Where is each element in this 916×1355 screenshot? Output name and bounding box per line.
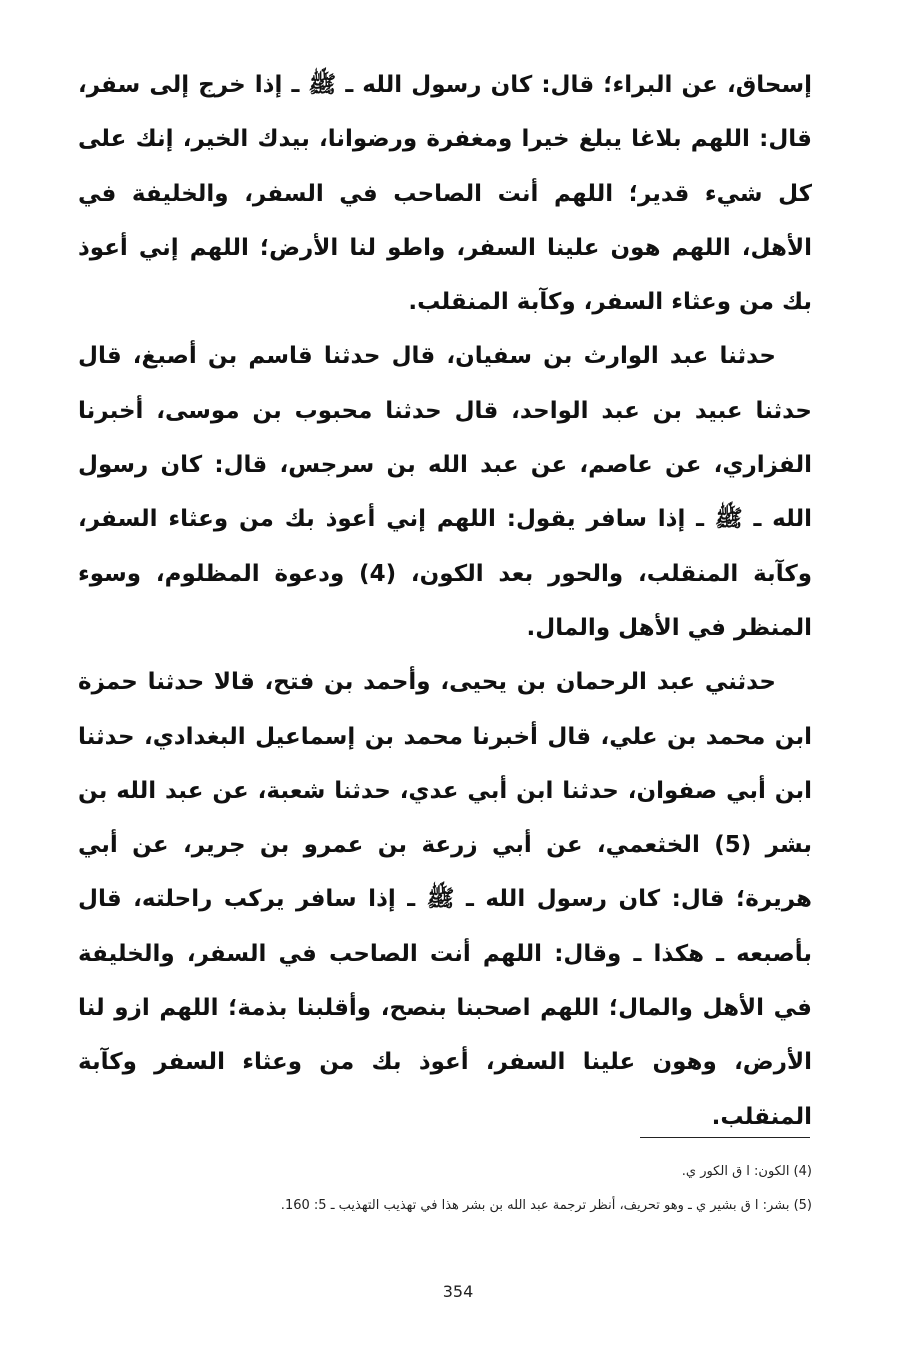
paragraph-2: حدثنا عبد الوارث بن سفيان، قال حدثنا قاسم بن أصبغ، قال حدثنا عبيد بن عبد الواحد، قال حدثنا محبوب بن موسى، أخبرنا الفزاري، عن عاصم، عن عبد الله بن سرجس، قال: كان رسول الله ـ ﷺ ـ إذا سافر يقول: اللهم إني أعوذ بك من وعثاء السفر، وكآبة المنقلب، والحور بعد الكون، (4) ودعوة المظلوم، وسوء المنظر في الأهل والمال. — [78, 343, 813, 641]
page-number: 354 — [442, 1282, 474, 1301]
footnote-4: (4) الكون: ا ق الكور ي. — [681, 1164, 812, 1179]
footnotes — [78, 1155, 812, 1223]
footnote-divider — [640, 1137, 810, 1138]
footnote-5: (5) بشر: ا ق بشير ي ـ وهو تحريف، أنظر ترجمة عبد الله بن بشر هذا في تهذيب التهذيب ـ 5: 160. — [280, 1198, 812, 1213]
main-text — [78, 58, 812, 1144]
paragraph-3: حدثني عبد الرحمان بن يحيى، وأحمد بن فتح، قالا حدثنا حمزة ابن محمد بن علي، قال أخبرنا محمد بن إسماعيل البغدادي، حدثنا ابن أبي صفوان، حدثنا ابن أبي عدي، حدثنا شعبة، عن عبد الله بن بشر (5) الخثعمي، عن أبي زرعة بن عمرو بن جرير، عن أبي هريرة؛ قال: كان رسول الله ـ ﷺ ـ إذا سافر يركب راحلته، قال بأصبعه ـ هكذا ـ وقال: اللهم أنت الصاحب في السفر، والخليفة في الأهل والمال؛ اللهم اصحبنا بنصح، وأقلبنا بذمة؛ اللهم ازو لنا الأرض، وهون علينا السفر، أعوذ بك من وعثاء السفر وكآبة المنقلب. — [78, 669, 812, 1130]
paragraph-1: إسحاق، عن البراء؛ قال: كان رسول الله ـ ﷺ ـ إذا خرج إلى سفر، قال: اللهم بلاغا يبلغ خيرا ومغفرة ورضوانا، بيدك الخير، إنك على كل شيء قدير؛ اللهم أنت الصاحب في السفر، والخليفة في الأهل، اللهم هون علينا السفر، واطو لنا الأرض؛ اللهم إني أعوذ بك من وعثاء السفر، وكآبة المنقلب. — [78, 72, 812, 316]
